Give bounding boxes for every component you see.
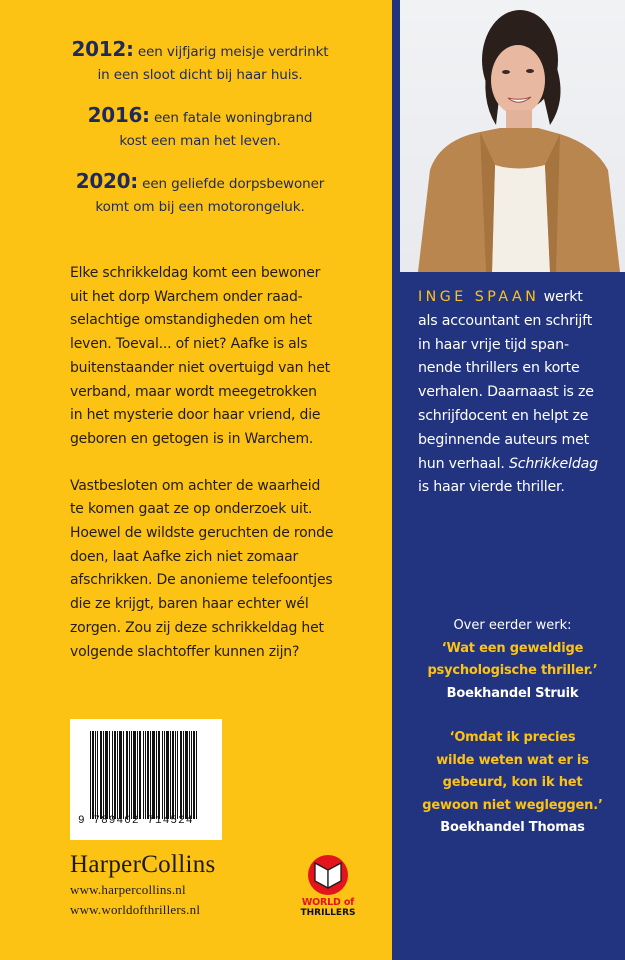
bio-line: schrijfdocent en helpt ze <box>418 407 589 424</box>
synopsis <box>70 262 370 687</box>
timeline <box>40 38 360 236</box>
synopsis-line: te komen gaat ze op onderzoek uit. <box>70 501 313 518</box>
timeline-year: 2020: <box>75 169 138 193</box>
publisher-url-link[interactable]: www.harpercollins.nl <box>70 882 186 897</box>
timeline-text: een fatale woningbrand <box>149 110 313 126</box>
synopsis-line: uit het dorp Warchem onder raad- <box>70 288 303 305</box>
reviews-intro: Over eerder werk: <box>453 618 572 633</box>
bio-line <box>418 453 623 477</box>
synopsis-line: selachtige omstandigheden om het <box>70 312 312 329</box>
book-title: Schrikkeldag <box>508 455 598 472</box>
logo-text-world-of: WORLD of <box>301 897 355 908</box>
synopsis-paragraph-2 <box>70 475 370 665</box>
timeline-item-2016 <box>40 104 360 153</box>
synopsis-line: zorgen. Zou zij deze schrikkeldag het <box>70 619 324 636</box>
imprint-url-link[interactable]: www.worldofthrillers.nl <box>70 902 201 917</box>
publisher-name: HarperCollins <box>70 851 216 878</box>
author-portrait-illustration <box>400 0 625 272</box>
barcode-bars <box>90 731 208 821</box>
publisher-block <box>70 850 216 920</box>
bio-line <box>418 286 623 310</box>
synopsis-line: afschrikken. De anonieme telefoontjes <box>70 572 333 589</box>
bio-line: is haar vierde thriller. <box>418 479 565 496</box>
timeline-text: kost een man het leven. <box>119 133 281 149</box>
synopsis-line: doen, laat Aafke zich niet zomaar <box>70 548 299 565</box>
timeline-item-2020 <box>40 170 360 219</box>
bio-text: hun verhaal. <box>418 455 509 472</box>
spacer <box>400 705 625 727</box>
bio-line: verhalen. Daarnaast is ze <box>418 384 594 401</box>
isbn-barcode <box>70 719 222 840</box>
synopsis-line: Elke schrikkeldag komt een bewoner <box>70 265 321 281</box>
author-name: INGE SPAAN <box>418 289 540 305</box>
bio-line: in haar vrije tijd span- <box>418 336 569 353</box>
synopsis-line: die ze krijgt, baren haar echter wél <box>70 596 309 613</box>
review-quote-1 <box>400 638 625 683</box>
quote-line: ‘Wat een geweldige <box>441 640 584 656</box>
review-quote-2 <box>400 727 625 817</box>
timeline-year: 2016: <box>87 103 150 127</box>
author-photo <box>400 0 625 272</box>
quote-line: wilde weten wat er is <box>436 752 589 768</box>
bio-line: nende thrillers en korte <box>418 360 580 377</box>
quote-line: gewoon niet wegleggen.’ <box>422 797 603 813</box>
logo-text-thrillers: THRILLERS <box>300 908 356 918</box>
reviews <box>400 615 625 840</box>
quote-line: psychologische thriller.’ <box>427 663 598 678</box>
bio-text: werkt <box>539 289 583 305</box>
bio-line: als accountant en schrijft <box>418 312 593 329</box>
timeline-text: komt om bij een motorongeluk. <box>95 199 305 215</box>
synopsis-line: geboren en getogen is in Warchem. <box>70 430 314 447</box>
synopsis-paragraph-1 <box>70 262 370 452</box>
synopsis-line: Vastbesloten om achter de waarheid <box>70 477 321 494</box>
author-bio <box>418 286 623 500</box>
quote-line: ‘Omdat ik precies <box>449 730 576 745</box>
synopsis-line: in het mysterie door haar vriend, die <box>70 407 321 424</box>
world-of-thrillers-logo <box>293 855 363 918</box>
synopsis-line: verband, maar wordt meegetrokken <box>70 383 317 400</box>
bio-line: beginnende auteurs met <box>418 431 590 448</box>
open-book-icon <box>308 855 348 895</box>
timeline-year: 2012: <box>71 37 134 61</box>
synopsis-line: volgende slachtoffer kunnen zijn? <box>70 643 300 660</box>
timeline-text: een geliefde dorpsbewoner <box>137 176 325 192</box>
synopsis-line: buitenstaander niet overtuigd van het <box>70 359 330 376</box>
review-source-1: Boekhandel Struik <box>446 685 579 701</box>
timeline-item-2012 <box>40 38 360 87</box>
isbn-digits: 9 789402 714524 <box>78 815 194 827</box>
timeline-text: een vijfjarig meisje verdrinkt <box>133 44 329 60</box>
timeline-text: in een sloot dicht bij haar huis. <box>97 67 303 83</box>
quote-line: gebeurd, kon ik het <box>442 775 583 790</box>
review-source-2: Boekhandel Thomas <box>440 820 585 835</box>
synopsis-line: leven. Toeval... of niet? Aafke is als <box>70 336 308 353</box>
synopsis-line: Hoewel de wildste geruchten de ronde <box>70 525 334 542</box>
